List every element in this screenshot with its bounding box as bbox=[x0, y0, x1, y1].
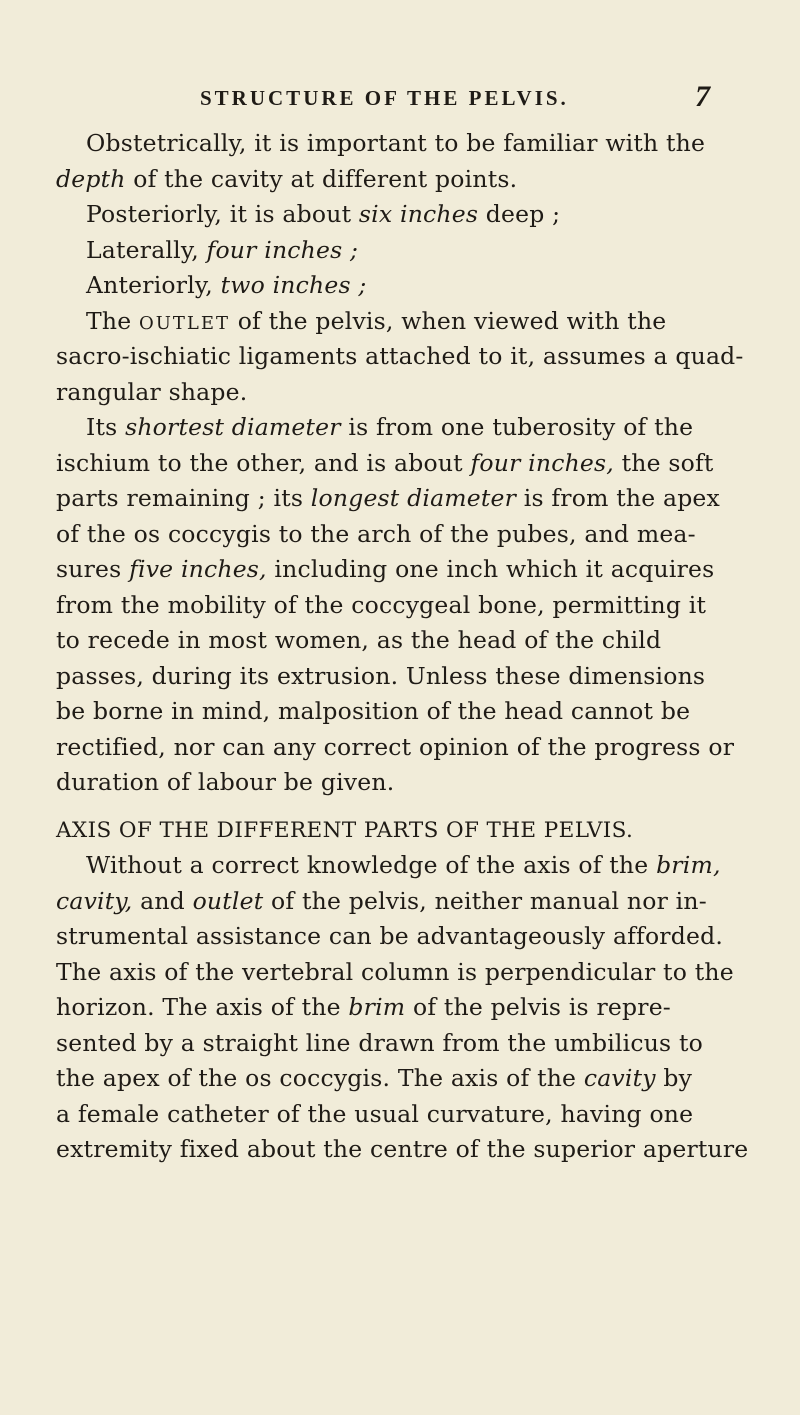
text-line: Obstetrically, it is important to be familiar with the bbox=[86, 129, 706, 157]
running-title: STRUCTURE OF THE PELVIS. bbox=[200, 86, 569, 110]
text-line: The OUTLET of the pelvis, when viewed with the bbox=[86, 306, 667, 335]
text-line: duration of labour be given. bbox=[56, 768, 395, 796]
text-line: sures five inches, including one inch which it acquires bbox=[56, 555, 715, 583]
text-line: sented by a straight line drawn from the umbilicus to bbox=[56, 1028, 703, 1057]
text-line: a female catheter of the usual curvature, having one bbox=[56, 1099, 694, 1128]
text-line: depth of the cavity at different points. bbox=[56, 164, 518, 193]
text-line: The axis of the vertebral column is perpendicular to the bbox=[56, 957, 734, 986]
text-line: be borne in mind, malposition of the head cannot be bbox=[56, 697, 691, 725]
text-line: the apex of the os coccygis. The axis of the cavity by bbox=[56, 1064, 693, 1092]
text-line: strumental assistance can be advantageously afforded. bbox=[56, 922, 724, 950]
text-line: of the os coccygis to the arch of the pubes, and mea- bbox=[56, 519, 696, 548]
text-line: Without a correct knowledge of the axis of the brim, bbox=[86, 851, 721, 879]
page-header bbox=[200, 80, 710, 116]
text-line: rectified, nor can any correct opinion of the progress or bbox=[56, 732, 735, 761]
page-number: 7 bbox=[695, 80, 710, 113]
text-line: cavity, and outlet of the pelvis, neither manual nor in- bbox=[56, 886, 707, 915]
text-line: extremity fixed about the centre of the superior aperture bbox=[56, 1135, 749, 1163]
body-text bbox=[56, 126, 749, 1168]
text-line: parts remaining ; its longest diameter is from the apex bbox=[56, 484, 720, 512]
text-line: from the mobility of the coccygeal bone, permitting it bbox=[56, 590, 707, 619]
text-line: sacro-ischiatic ligaments attached to it, assumes a quad- bbox=[56, 342, 744, 370]
text-line: horizon. The axis of the brim of the pelvis is repre- bbox=[56, 993, 671, 1021]
text-line: ischium to the other, and is about four inches, the soft bbox=[56, 448, 714, 477]
text-line: rangular shape. bbox=[56, 377, 248, 406]
text-line: Its shortest diameter is from one tuberosity of the bbox=[86, 413, 694, 441]
text-line: passes, during its extrusion. Unless these dimensions bbox=[56, 661, 706, 690]
text-line: Posteriorly, it is about six inches deep ; bbox=[86, 200, 561, 228]
text-line: to recede in most women, as the head of the child bbox=[56, 626, 662, 654]
text-line: Anteriorly, two inches ; bbox=[86, 271, 367, 299]
section-heading: AXIS OF THE DIFFERENT PARTS OF THE PELVIS. bbox=[56, 817, 634, 843]
text-line: Laterally, four inches ; bbox=[86, 235, 359, 264]
